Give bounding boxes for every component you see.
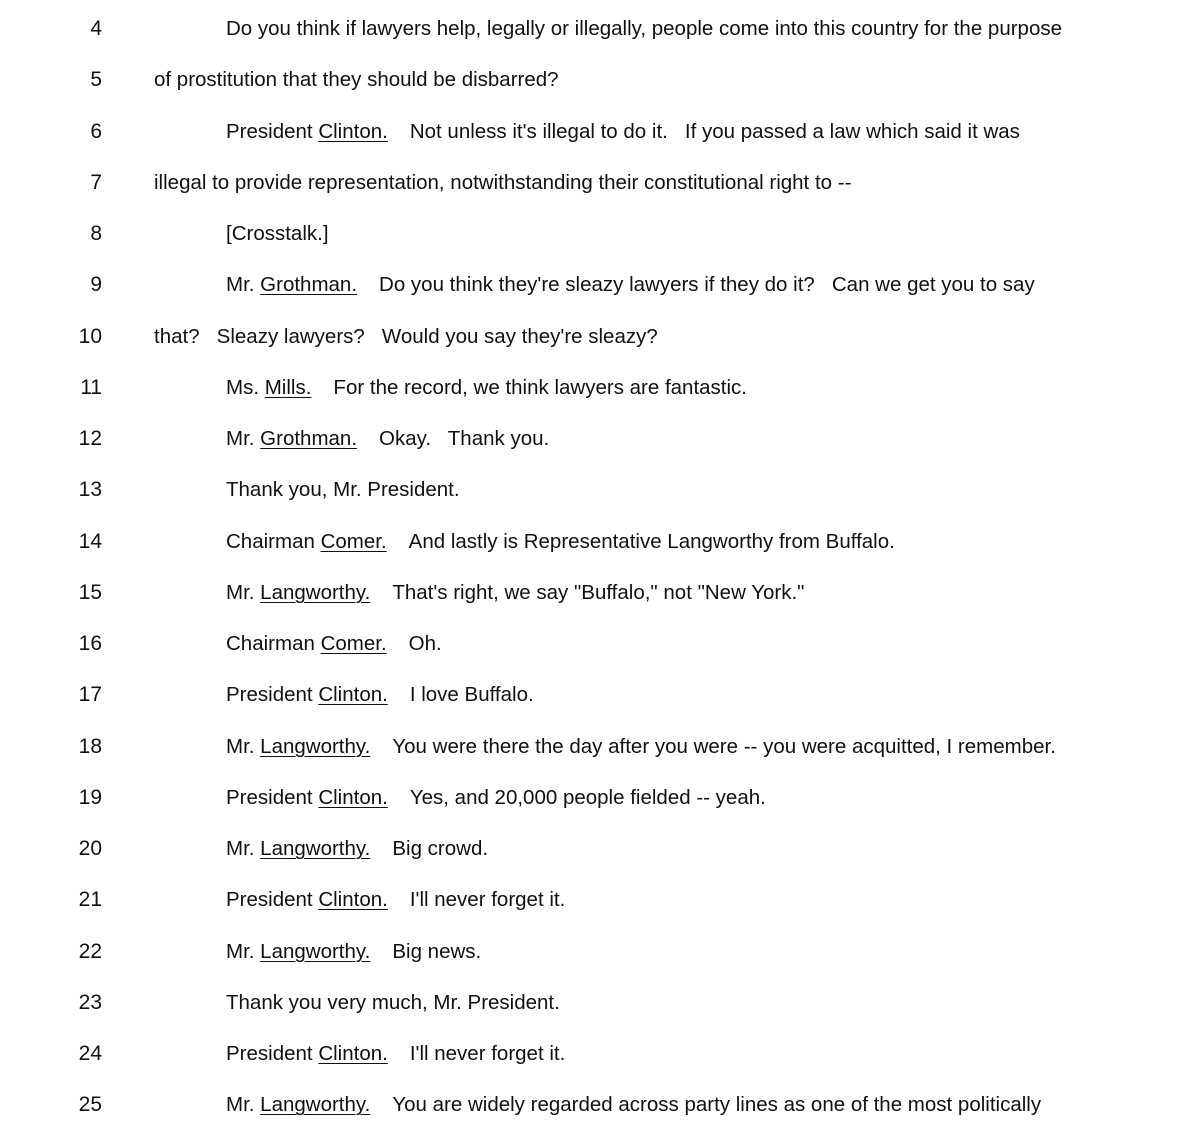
transcript-line <box>0 675 1200 715</box>
spoken-text: For the record, we think lawyers are fantastic. <box>333 375 748 399</box>
transcript-line <box>0 880 1200 920</box>
line-text <box>226 265 1035 305</box>
spoken-text: Thank you very much, Mr. President. <box>226 990 560 1014</box>
speaker-name: Clinton. <box>318 1042 388 1065</box>
spoken-text: Thank you, Mr. President. <box>226 478 460 502</box>
line-text <box>226 368 747 408</box>
line-text <box>226 9 1062 49</box>
spoken-text: of prostitution that they should be disbarred? <box>154 68 559 92</box>
transcript-line <box>0 214 1200 254</box>
speaker-name: Grothman. <box>260 273 358 297</box>
line-number: 9 <box>90 273 102 297</box>
transcript-line <box>0 983 1200 1023</box>
speaker-label <box>226 273 357 296</box>
speaker-label <box>226 837 370 860</box>
spoken-text: Do you think they're sleazy lawyers if they do it? Can we get you to say <box>379 273 1035 297</box>
transcript-line <box>0 573 1200 613</box>
transcript-line <box>0 522 1200 562</box>
spoken-text: Not unless it's illegal to do it. If you passed a law which said it was <box>409 119 1020 143</box>
spoken-text: Big news. <box>392 939 482 963</box>
speaker-label <box>226 1042 388 1065</box>
line-text <box>226 624 442 664</box>
speaker-name: Clinton. <box>318 785 388 809</box>
line-number: 25 <box>78 1093 102 1117</box>
line-number: 23 <box>78 990 102 1014</box>
transcript-line <box>0 1034 1200 1074</box>
speaker-label <box>226 735 370 758</box>
speaker-name: Mills. <box>264 375 312 399</box>
line-text <box>226 419 549 459</box>
transcript-line <box>0 829 1200 869</box>
spoken-text: And lastly is Representative Langworthy from Buffalo. <box>408 529 895 553</box>
line-text <box>226 1085 1041 1125</box>
speaker-label <box>226 632 387 655</box>
line-text <box>226 778 766 818</box>
line-number: 24 <box>78 1042 102 1065</box>
speaker-label <box>226 581 370 604</box>
spoken-text: [Crosstalk.] <box>226 222 329 245</box>
speaker-label <box>226 940 370 963</box>
speaker-label <box>226 888 388 911</box>
line-text <box>226 675 534 715</box>
speaker-name: Clinton. <box>318 888 388 912</box>
line-number: 12 <box>78 427 102 450</box>
speaker-name: Langworthy. <box>260 1093 371 1117</box>
speaker-label <box>226 786 388 809</box>
speaker-name: Clinton. <box>318 119 388 143</box>
speaker-label <box>226 1093 370 1116</box>
speaker-name: Langworthy. <box>260 580 371 604</box>
line-number: 4 <box>90 17 102 40</box>
spoken-text: Big crowd. <box>392 837 489 860</box>
speaker-title: Mr. <box>226 734 255 758</box>
transcript-line <box>0 419 1200 459</box>
transcript-line <box>0 163 1200 203</box>
transcript-line <box>0 112 1200 152</box>
speaker-title: Mr. <box>226 837 255 860</box>
line-number: 14 <box>78 529 102 553</box>
line-number: 17 <box>78 683 102 707</box>
line-text <box>154 163 851 203</box>
transcript-line <box>0 1085 1200 1125</box>
spoken-text: I'll never forget it. <box>409 1042 566 1065</box>
speaker-title: Chairman <box>226 529 315 553</box>
line-number: 10 <box>78 324 102 348</box>
speaker-title: President <box>226 119 313 143</box>
transcript-line <box>0 265 1200 305</box>
transcript-line <box>0 317 1200 357</box>
spoken-text: Yes, and 20,000 people fielded -- yeah. <box>409 785 766 809</box>
line-text <box>226 1034 565 1074</box>
speaker-name: Langworthy. <box>260 734 371 758</box>
speaker-title: President <box>226 888 313 912</box>
line-number: 21 <box>78 888 102 912</box>
spoken-text: I'll never forget it. <box>409 888 566 912</box>
speaker-title: President <box>226 683 313 707</box>
speaker-name: Langworthy. <box>260 837 371 860</box>
line-number: 8 <box>90 222 102 245</box>
line-text <box>226 470 460 510</box>
speaker-name: Grothman. <box>260 427 358 450</box>
line-text <box>226 112 1020 152</box>
line-number: 22 <box>78 939 102 963</box>
line-number: 18 <box>78 734 102 758</box>
speaker-name: Clinton. <box>318 683 388 707</box>
line-number: 7 <box>90 170 102 194</box>
line-number: 19 <box>78 785 102 809</box>
line-text <box>226 932 481 972</box>
spoken-text: Okay. Thank you. <box>379 427 550 450</box>
line-number: 16 <box>78 632 102 655</box>
line-text <box>154 60 559 100</box>
speaker-name: Comer. <box>320 529 387 553</box>
spoken-text: Do you think if lawyers help, legally or illegally, people come into this country for the purpose <box>226 17 1062 40</box>
transcript-line <box>0 932 1200 972</box>
speaker-title: President <box>226 785 313 809</box>
speaker-title: President <box>226 1042 313 1065</box>
speaker-title: Mr. <box>226 939 255 963</box>
line-text <box>226 573 804 613</box>
line-text <box>154 317 658 357</box>
transcript-line <box>0 9 1200 49</box>
speaker-label <box>226 120 388 143</box>
spoken-text: I love Buffalo. <box>409 683 534 707</box>
line-number: 5 <box>90 68 102 92</box>
speaker-label <box>226 427 357 450</box>
speaker-title: Mr. <box>226 427 255 450</box>
line-text <box>226 214 329 254</box>
line-number: 11 <box>80 375 102 399</box>
line-number: 6 <box>90 119 102 143</box>
spoken-text: illegal to provide representation, notwithstanding their constitutional right to -- <box>154 170 852 194</box>
line-text <box>226 522 895 562</box>
spoken-text: You are widely regarded across party lines as one of the most politically <box>392 1093 1042 1117</box>
transcript-line <box>0 368 1200 408</box>
transcript-line <box>0 470 1200 510</box>
speaker-label <box>226 530 387 553</box>
line-text <box>226 983 560 1023</box>
spoken-text: You were there the day after you were -- you were acquitted, I remember. <box>392 734 1056 758</box>
transcript-line <box>0 778 1200 818</box>
speaker-title: Chairman <box>226 632 315 655</box>
line-text <box>226 829 488 869</box>
line-number: 15 <box>78 580 102 604</box>
line-text <box>226 727 1056 767</box>
speaker-label <box>226 683 388 706</box>
spoken-text: That's right, we say "Buffalo," not "New York." <box>392 580 805 604</box>
speaker-title: Mr. <box>226 1093 255 1117</box>
speaker-title: Mr. <box>226 580 255 604</box>
line-number: 20 <box>78 837 102 860</box>
spoken-text: that? Sleazy lawyers? Would you say they're sleazy? <box>154 324 658 348</box>
speaker-label <box>226 376 311 399</box>
transcript-line <box>0 727 1200 767</box>
line-number: 13 <box>78 478 102 502</box>
speaker-title: Ms. <box>226 375 260 399</box>
speaker-title: Mr. <box>226 273 255 297</box>
speaker-name: Langworthy. <box>260 939 371 963</box>
speaker-name: Comer. <box>320 632 387 655</box>
spoken-text: Oh. <box>408 632 442 655</box>
transcript-line <box>0 624 1200 664</box>
line-text <box>226 880 565 920</box>
transcript-line <box>0 60 1200 100</box>
